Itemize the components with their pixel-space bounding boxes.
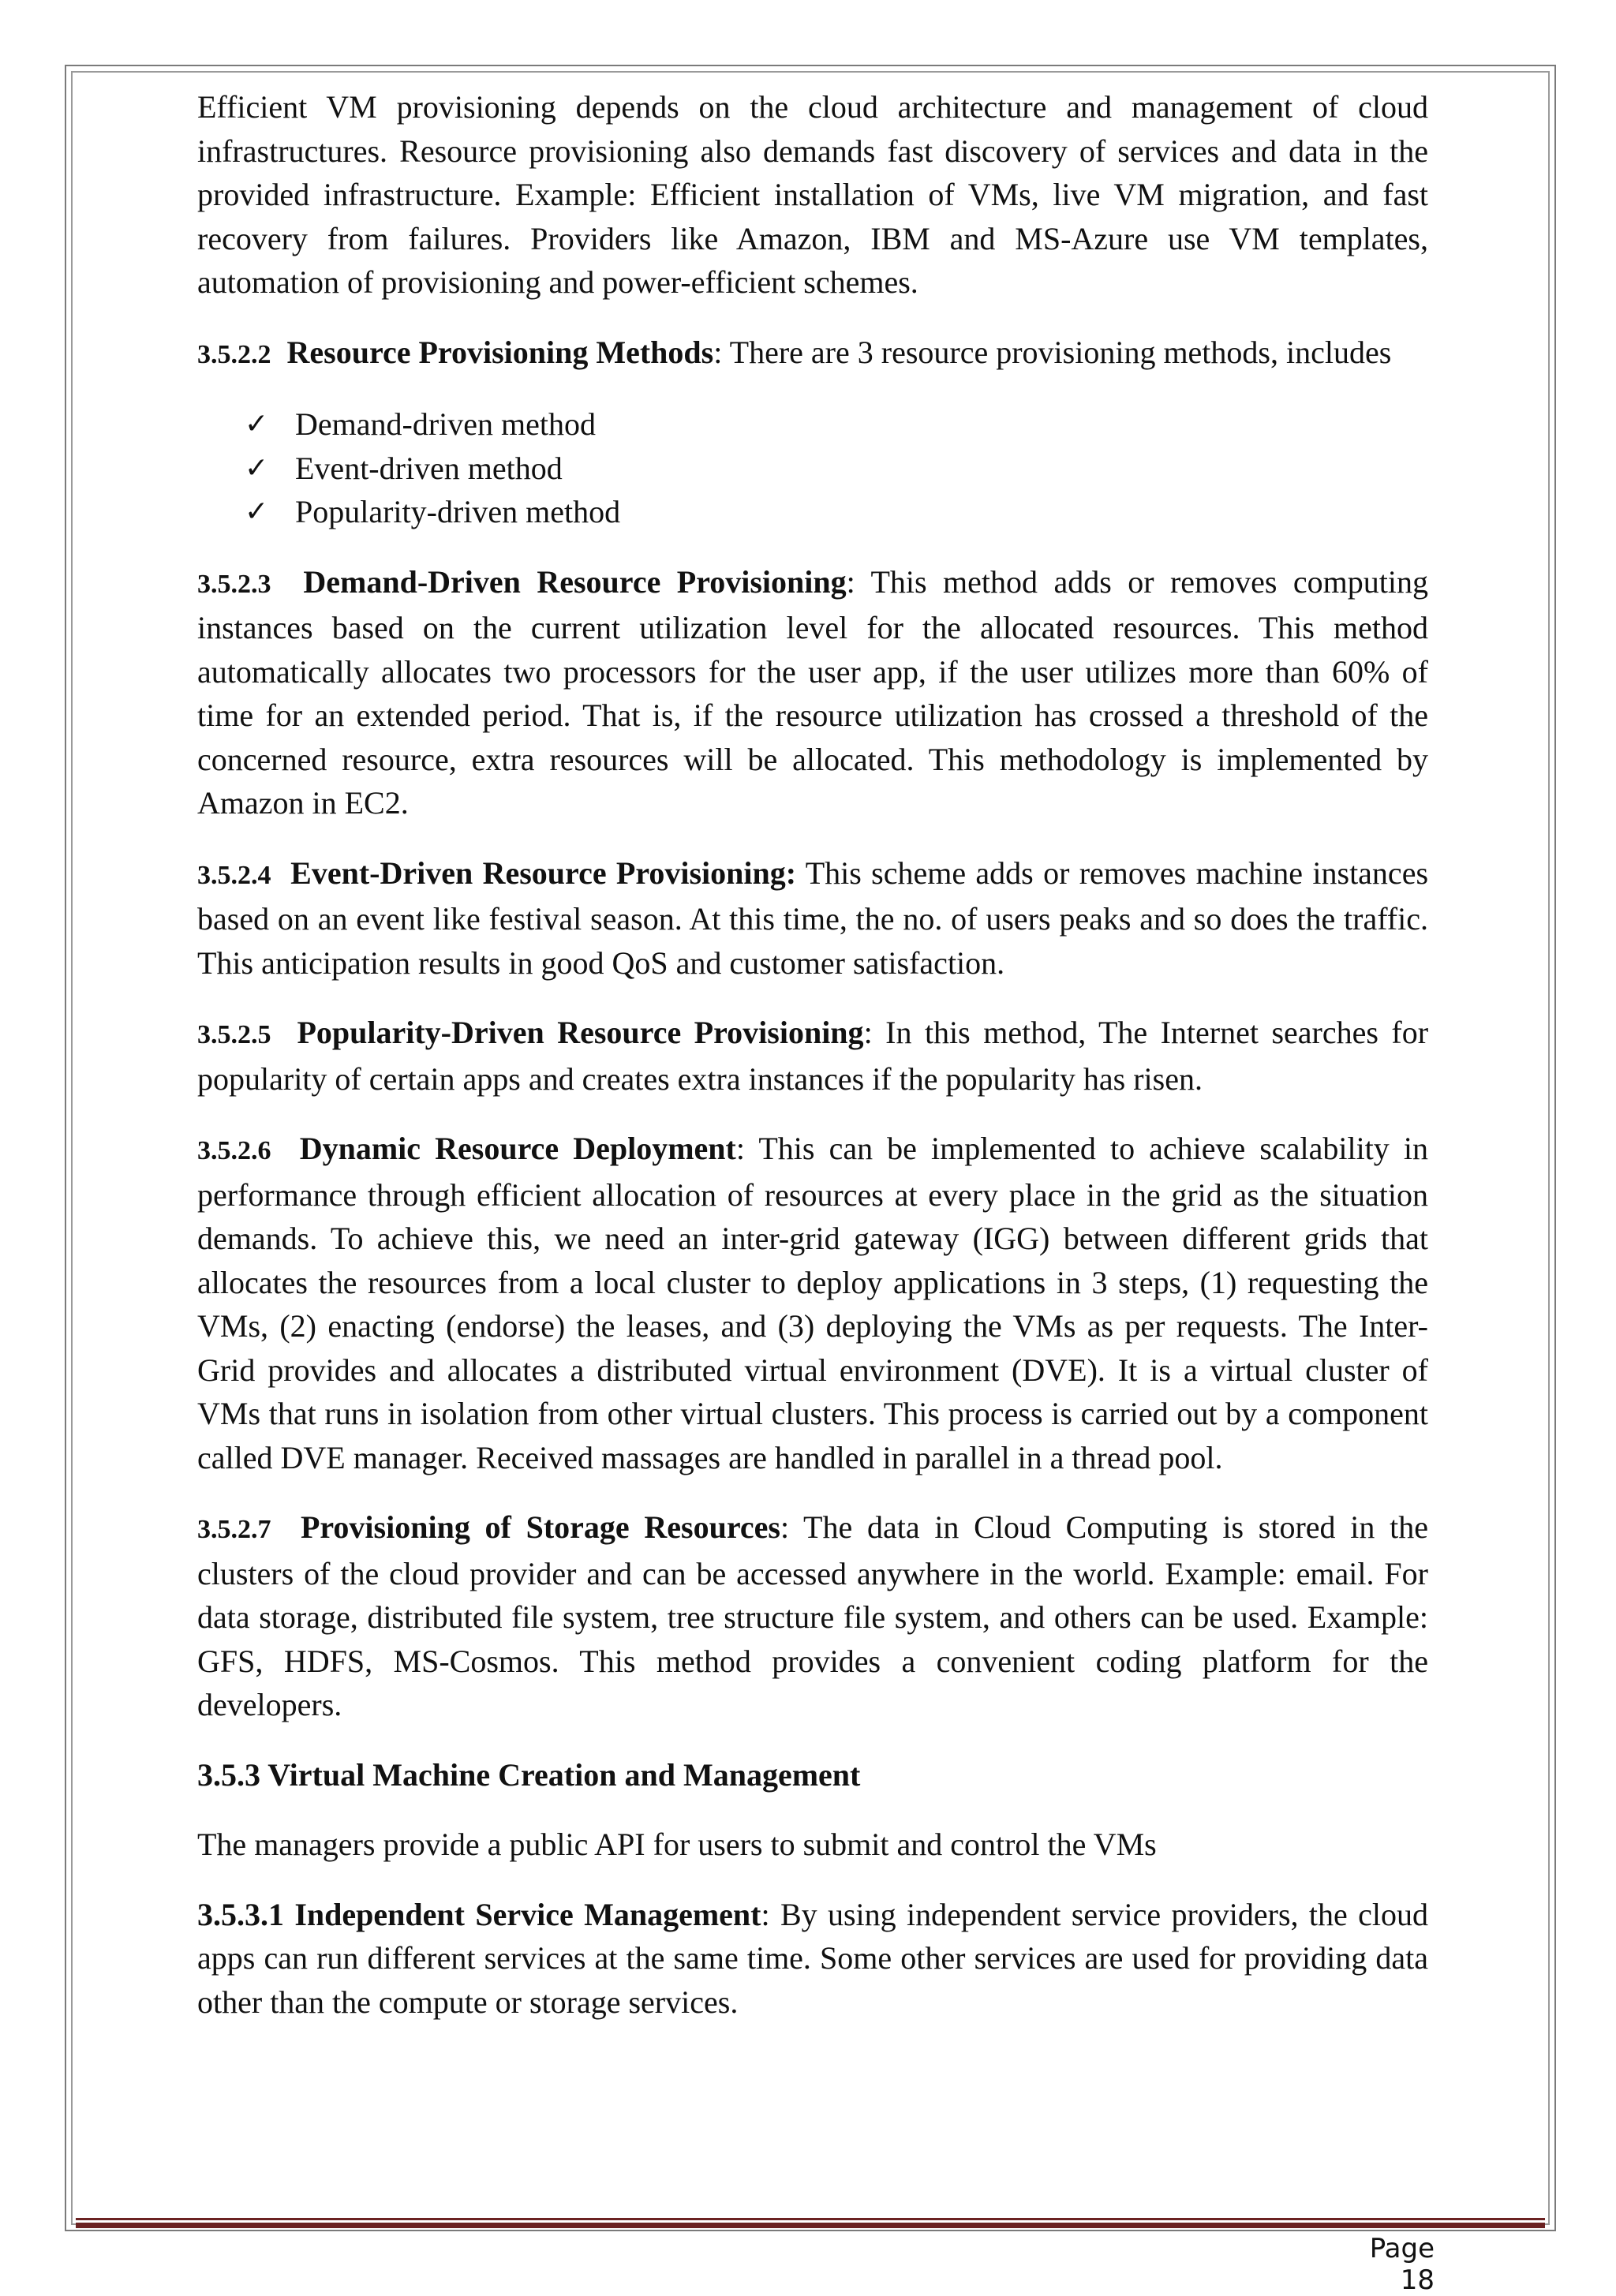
section-3-5-3-heading: 3.5.3 Virtual Machine Creation and Management [197,1756,861,1793]
section-3-5-2-3 [197,560,1428,825]
section-3-5-2-2 [197,331,1428,377]
page-number: Page 18 [1369,2233,1435,2296]
list-item-label: Event-driven method [295,450,563,486]
section-3-5-2-7 [197,1505,1428,1727]
intro-paragraph: Efficient VM provisioning depends on the cloud architecture and management of cloud infrastructures. Resource provisioning also demands fast discovery of services and data in the provided infrastructure. Example: Efficient installation of VMs, live VM migration, and fast recovery from failures. Providers like Amazon, IBM and MS-Azure use VM templates, automation of provisioning and power-efficient schemes. [197,89,1428,300]
section-separator: : [846,563,855,600]
section-3-5-2-4 [197,851,1428,985]
list-item [197,447,1428,491]
section-separator: : [780,1509,790,1545]
section-text: In this method, The Internet searches for popularity of certain apps and creates extra instances if the popularity has risen. [197,1015,1429,1097]
checkmark-icon: ✓ [245,451,269,484]
section-separator: : [761,1896,770,1932]
section-heading: Resource Provisioning Methods [286,334,714,370]
section-number: 3.5.2.7 [197,1515,271,1544]
section-number: 3.5.2.4 [197,860,271,890]
list-item [197,402,1428,447]
section-separator: : [735,1131,745,1166]
section-text: This can be implemented to achieve scalability in performance through efficient allocation of resources at every place in the grid as the situation demands. To achieve this, we need an inter-grid gateway (IGG) between different grids that allocates the resources from a local cluster to deploy applications in 3 steps, (1) requesting the VMs, (2) enacting (endorse) the leases, and (3) deploying the VMs as per requests. The Inter-Grid provides and allocates a distributed virtual environment (DVE). It is a virtual cluster of VMs that runs in isolation from other virtual clusters. This process is carried out by a component called DVE manager. Received massages are handled in parallel in a thread pool. [197,1131,1429,1475]
document-body [197,85,1428,2050]
footer-rule-thick [76,2223,1545,2228]
section-3-5-3-1 [197,1893,1428,2025]
section-heading: 3.5.3.1 Independent Service Management [197,1896,761,1932]
section-separator: : [713,334,723,370]
section-heading: Demand-Driven Resource Provisioning [303,563,847,600]
section-text: By using independent service providers, the cloud apps can run different services at the same time. Some other services are used for providing data other than the compute or storage services. [197,1896,1428,2020]
section-number: 3.5.2.5 [197,1020,271,1049]
footer-rule-thin [76,2218,1545,2220]
section-heading: Dynamic Resource Deployment [299,1131,736,1166]
section-text: The data in Cloud Computing is stored in the clusters of the cloud provider and can be accessed anywhere in the world. Example: email. For data storage, distributed file system, tree structure file system, and others can be used. Example: GFS, HDFS, MS-Cosmos. This method provides a convenient coding platform for the developers. [197,1509,1428,1722]
section-heading: Provisioning of Storage Resources [300,1509,780,1545]
checkmark-icon: ✓ [245,408,269,440]
section-3-5-3-text: The managers provide a public API for users to submit and control the VMs [197,1827,1157,1862]
provisioning-methods-list [197,402,1428,534]
list-item-label: Popularity-driven method [295,494,621,529]
section-number: 3.5.2.6 [197,1136,271,1165]
section-text: There are 3 resource provisioning methods, includes [722,334,1392,370]
section-number: 3.5.2.3 [197,569,271,599]
list-item-label: Demand-driven method [295,406,596,442]
checkmark-icon: ✓ [245,495,269,528]
section-text: This scheme adds or removes machine instances based on an event like festival season. At this time, the no. of users peaks and so does the traffic. This anticipation results in good QoS and customer satisfaction. [197,854,1429,981]
section-heading: Popularity-Driven Resource Provisioning [297,1015,864,1050]
section-separator: : [863,1015,873,1050]
section-number: 3.5.2.2 [197,339,271,369]
section-3-5-2-5 [197,1011,1428,1101]
list-item [197,490,1428,534]
section-text: This method adds or removes computing instances based on the current utilization level for the allocated resources. This method automatically allocates two processors for the user app, if the user utilizes more than 60% of time for an extended period. That is, if the resource utilization has crossed a threshold of the concerned resource, extra resources will be allocated. This methodology is implemented by Amazon in EC2. [197,563,1428,821]
section-3-5-2-6 [197,1127,1428,1479]
section-heading: Event-Driven Resource Provisioning: [290,854,797,891]
